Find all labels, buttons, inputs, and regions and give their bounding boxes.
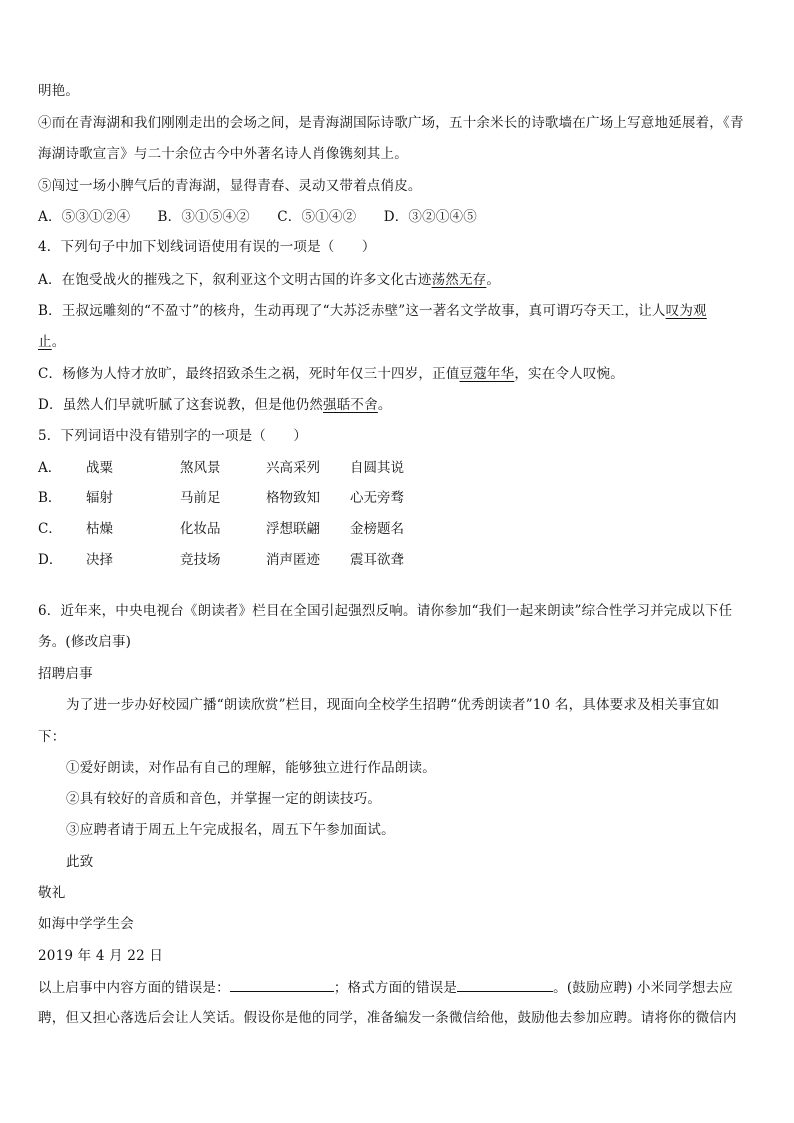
notice-date: 2019 年 4 月 22 日 [38, 948, 164, 964]
text-line: 海湖诗歌宣言》与二十余位古今中外著名诗人肖像镌刻其上。 [38, 146, 408, 162]
answer-line: 以上启事中内容方面的错误是： ；格式方面的错误是 。(鼓励应聘) 小米同学想去应 [38, 977, 758, 998]
notice-requirement: ①爱好朗读，对作品有自己的理解，能够独立进行作品朗读。 [66, 760, 436, 776]
underlined-phrase: 止 [38, 334, 52, 350]
q5-option-row: D． 决择 竞技场 消声匿迹 震耳欲聋 [38, 552, 404, 568]
text-line: ④而在青海湖和我们刚刚走出的会场之间，是青海湖国际诗歌广场，五十余米长的诗歌墙在广场上写意地延展着，《青 [38, 115, 744, 131]
underlined-phrase: 强聒不舍 [323, 397, 378, 413]
underlined-phrase: 豆蔻年华 [459, 366, 515, 382]
q5-option-row: A． 战粟 煞风景 兴高采列 自圆其说 [38, 460, 404, 476]
q4-option-b: B．王叔远雕刻的“不盈寸”的核舟，生动再现了“大苏泛赤壁”这一著名文学故事，真可谓巧夺天工，让人叹为观 [38, 303, 707, 319]
q4-option-d: D．虽然人们早就听腻了这套说教，但是他仍然强聒不舍。 [38, 397, 392, 413]
notice-title: 招聘启事 [38, 666, 93, 682]
q5-option-row: B． 辐射 马前足 格物致知 心无旁骛 [38, 490, 404, 506]
answer-blank[interactable] [230, 977, 334, 992]
q3-options: A．⑤③①②④ B．③①⑤④② C．⑤①④② D．③②①④⑤ [38, 209, 477, 225]
notice-signature: 如海中学学生会 [38, 916, 134, 932]
notice-requirement: ②具有较好的音质和音色，并掌握一定的朗读技巧。 [66, 791, 382, 807]
notice-requirement: ③应聘者请于周五上午完成报名，周五下午参加面试。 [66, 822, 395, 838]
text-line: ⑤闯过一场小脾气后的青海湖，显得青春、灵动又带着点俏皮。 [38, 178, 422, 194]
underlined-phrase: 叹为观 [665, 303, 707, 319]
q4-option-c: C．杨修为人恃才放旷，最终招致杀生之祸，死时年仅三十四岁，正值豆蔻年华，实在令人叹惋。 [38, 366, 624, 382]
notice-closing: 此致 [66, 854, 94, 870]
q4-option-b-cont: 止。 [38, 334, 66, 350]
q5-option-row: C． 枯燥 化妆品 浮想联翩 金榜题名 [38, 521, 404, 537]
notice-paragraph: 为了进一步办好校园广播“朗读欣赏”栏目，现面向全校学生招聘“优秀朗读者”10 名，具体要求及相关事宜如 [66, 697, 720, 713]
answer-blank[interactable] [457, 977, 553, 992]
notice-salutation: 敬礼 [38, 885, 66, 901]
notice-paragraph-cont: 下： [38, 729, 66, 745]
text-line: 聘，但又担心落选后会让人笑话。假设你是他的同学，准备编发一条微信给他，鼓励他去参加应聘。请将你的微信内 [38, 1010, 737, 1026]
q4-stem: 4．下列句子中加下划线词语使用有误的一项是（ ） [38, 239, 376, 255]
q6-stem-cont: 务。(修改启事) [38, 634, 132, 650]
q6-stem: 6．近年来，中央电视台《朗读者》栏目在全国引起强烈反响。请你参加“我们一起来朗读”综合性学习并完成以下任 [38, 603, 733, 619]
q5-stem: 5．下列词语中没有错别字的一项是（ ） [38, 428, 308, 444]
q4-option-a: A．在饱受战火的摧残之下，叙利亚这个文明古国的许多文化古迹荡然无存。 [38, 272, 501, 288]
underlined-phrase: 荡然无存 [431, 272, 487, 288]
text-line: 明艳。 [38, 83, 80, 99]
